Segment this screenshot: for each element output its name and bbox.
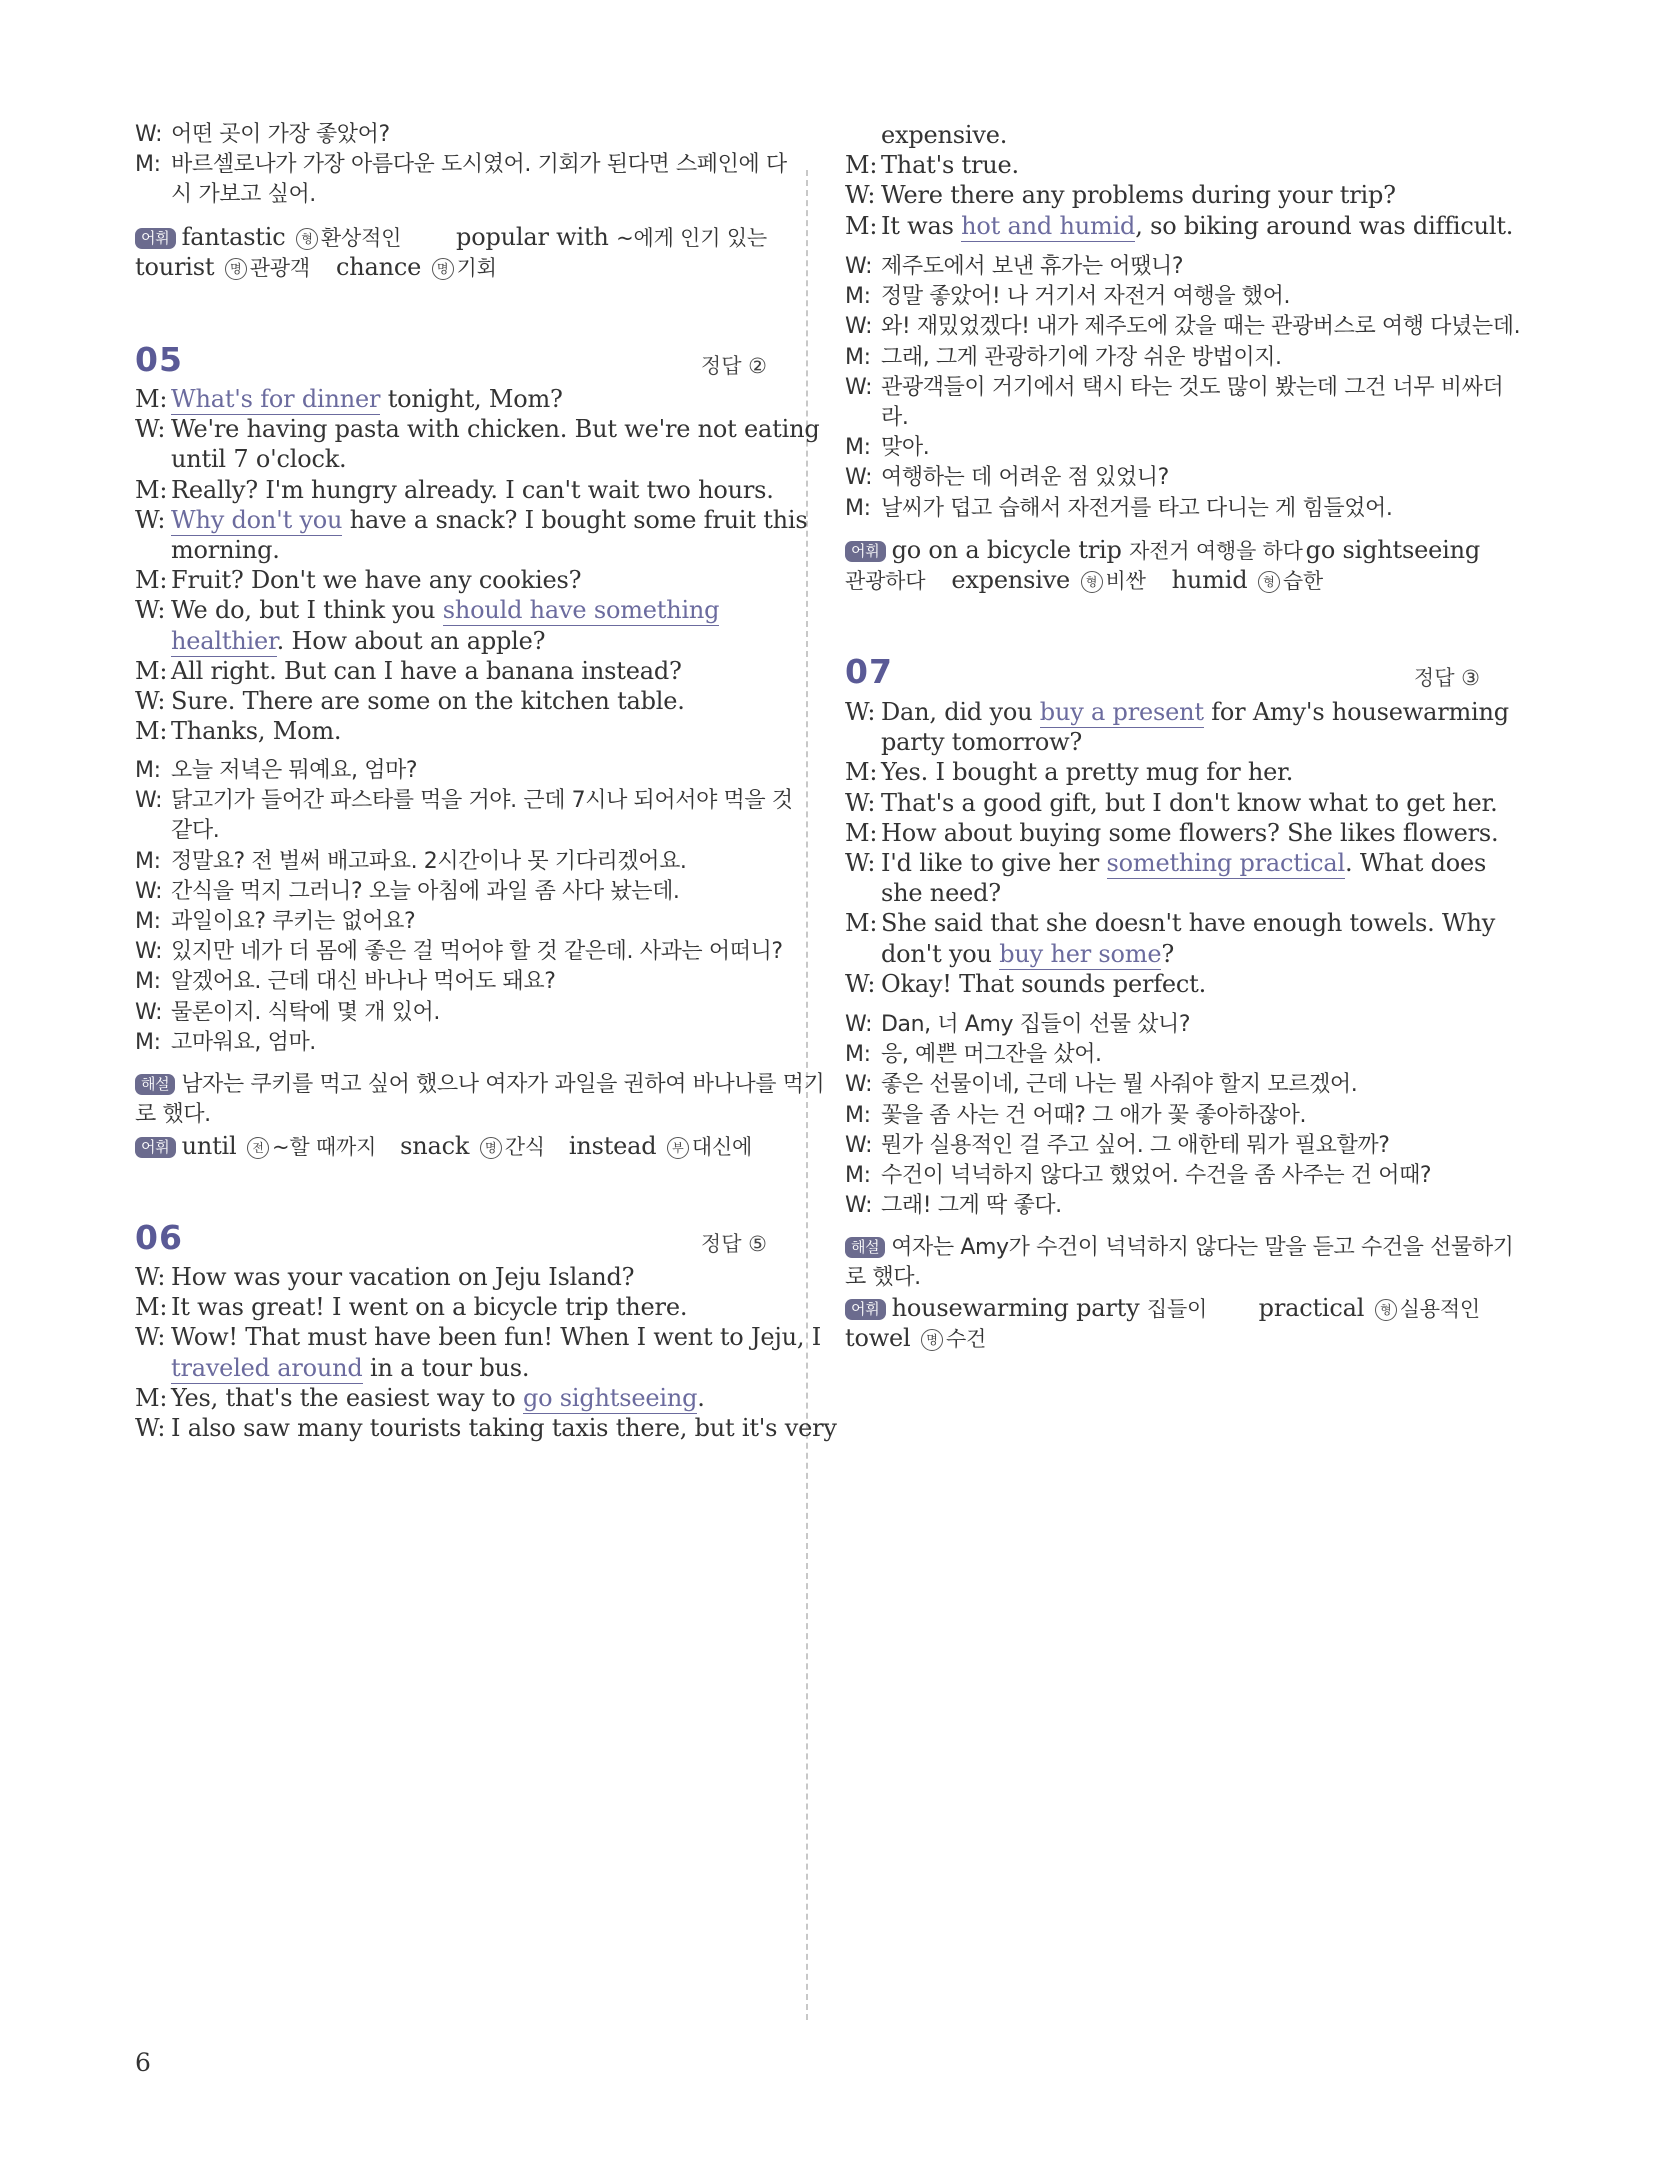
speaker-label: M: [845,211,878,240]
vocab-meaning: 습한 [1282,569,1323,593]
line-text: Were there any problems during your trip? [881,181,1396,210]
dialogue-line [135,1413,837,1443]
speaker-label: M: [135,152,161,177]
line-text: That's a good gift, but I don't know what to get her. [881,788,1498,817]
line-text: 어떤 곳이 가장 좋았어? [171,122,390,147]
dialogue-line [845,939,1480,969]
vocab-line [135,1131,767,1162]
speaker-label: W: [845,969,876,998]
answer-key: 정답 ⑤ [700,1232,767,1256]
line-text: 있지만 네가 더 몸에 좋은 걸 먹어야 할 것 같은데. 사과는 어떠니? [171,939,783,965]
dialogue-line [845,180,1480,210]
vocab-meaning: 비싼 [1105,569,1146,593]
translation-line [845,252,1480,282]
explanation-line [135,1070,825,1100]
explanation-line [135,1100,767,1130]
speaker-label: W: [135,505,166,534]
line-text: Dan, did you [881,698,1040,726]
vocab-line [845,1323,1480,1354]
translation-line [135,786,793,816]
translation-line [845,312,1521,342]
translation-line [135,998,767,1028]
line-text: ? [1161,939,1175,968]
dialogue-line [845,818,1499,848]
line-text: 맞아. [881,435,930,461]
vocab-word: go sightseeing [1305,536,1480,564]
speaker-label: W: [845,698,876,726]
part-of-speech-mark: 명 [480,1137,502,1159]
line-text: Really? I'm hungry already. I can't wait two hours. [171,475,774,504]
translation-line [135,180,767,210]
vocab-word: fantastic [181,223,286,251]
speaker-label: W: [845,374,873,400]
line-text: 알겠어요. 근데 대신 바나나 먹어도 돼요? [171,969,556,995]
speaker-label: M: [845,495,871,521]
badge-label: 어휘 [135,228,176,249]
speaker-label: W: [135,939,163,965]
translation-line [135,120,767,150]
dictation-answer: go sightseeing [522,1383,698,1412]
line-text: , so biking around was difficult. [1135,211,1514,240]
line-text: for Amy's housewarming [1203,698,1509,726]
speaker-label: M: [135,1029,161,1055]
translation-line [845,1040,1480,1070]
speaker-label: M: [135,1293,168,1322]
translation-line [135,907,767,937]
dictation-answer: hot and humid [961,211,1136,240]
vocab-word: expensive [951,566,1071,594]
badge-label: 해설 [135,1074,175,1095]
translation-line [845,1131,1480,1161]
line-text: 수건이 넉넉하지 않다고 했었어. 수건을 좀 사주는 건 어때? [881,1163,1432,1188]
line-text: . [697,1383,705,1412]
speaker-label: W: [845,254,873,279]
line-text: 여행하는 데 어려운 점 있었니? [881,465,1169,491]
line-text: 정말 좋았어! 나 거기서 자전거 여행을 했어. [881,284,1291,310]
dialogue-line [845,697,1509,727]
speaker-label: M: [135,758,161,783]
dialogue-line [845,211,1514,241]
explanation-text: 로 했다. [135,1102,211,1127]
line-text: expensive. [881,121,1008,149]
vocab-word: humid [1171,566,1248,594]
dictation-answer: something practical [1106,849,1346,877]
vocab-meaning: 집들이 [1146,1297,1208,1321]
vocab-word: until [181,1132,237,1160]
explanation-text: 여자는 Amy가 수건이 넉넉하지 않다는 말을 듣고 수건을 선물하기 [891,1235,1514,1260]
speaker-label: M: [845,284,871,310]
speaker-label: M: [135,717,168,746]
speaker-label: W: [845,465,873,491]
speaker-label: W: [845,1193,873,1219]
line-text: 과일이요? 쿠키는 없어요? [171,909,416,934]
dialogue-line [845,727,1480,757]
speaker-label: W: [135,878,163,904]
speaker-label: W: [845,849,876,877]
line-text: I also saw many tourists taking taxis there, but it's very [171,1414,837,1442]
part-of-speech-mark: 형 [1375,1299,1397,1321]
badge-label: 해설 [845,1237,885,1258]
translation-line [845,343,1480,373]
translation-line [845,494,1480,524]
speaker-label: W: [845,1012,873,1037]
vocab-meaning: 관광객 [249,256,310,280]
vocab-meaning: 수건 [945,1327,987,1351]
dialogue-line [135,565,767,595]
speaker-label: W: [135,788,163,814]
dictation-answer: Why don't you [171,505,343,534]
translation-line [135,847,767,877]
line-text: Dan, 너 Amy 집들이 선물 샀니? [881,1012,1191,1037]
line-text: 그래, 그게 관광하기에 가장 쉬운 방법이지. [881,344,1282,370]
speaker-label: M: [845,151,878,180]
speaker-label: M: [135,656,168,685]
dictation-answer: What's for dinner [171,385,381,413]
vocab-meaning: 기회 [456,256,497,280]
dialogue-line [845,788,1498,818]
translation-line [845,433,1480,463]
line-text: It was great! I went on a bicycle trip there. [171,1293,688,1322]
vocab-line [135,252,767,283]
dialogue-line [845,150,1480,180]
line-text: 관광객들이 거기에서 택시 타는 것도 많이 봤는데 그건 너무 비싸더 [881,374,1504,400]
line-text: 꽃을 좀 사는 건 어때? 그 애가 꽃 좋아하잖아. [881,1102,1307,1128]
line-text: 닭고기가 들어간 파스타를 먹을 거야. 근데 7시나 되어서야 먹을 것 [171,788,793,814]
line-text: tonight, Mom? [380,385,563,413]
dialogue-line [845,120,1480,150]
dialogue-line [135,535,767,565]
line-text: That's true. [881,151,1019,180]
speaker-label: W: [135,415,166,444]
dialogue-line [135,1292,767,1322]
speaker-label: M: [135,475,168,504]
speaker-label: M: [135,848,161,874]
badge-label: 어휘 [135,1137,176,1158]
badge-label: 어휘 [845,1299,886,1320]
part-of-speech-mark: 형 [296,228,318,250]
translation-line [845,403,1480,433]
vocab-meaning: 관광하다 [845,569,926,593]
translation-line [845,1191,1480,1221]
line-text: All right. But can I have a banana instead? [171,656,682,685]
dialogue-line [135,384,767,414]
speaker-label: W: [845,1072,873,1098]
speaker-label: M: [845,818,878,847]
line-text: I'd like to give her [881,849,1107,877]
line-text: 간식을 먹지 그러니? 오늘 아침에 과일 좀 사다 놨는데. [171,878,680,904]
vocab-word: chance [335,253,422,281]
line-text: have a snack? I bought some fruit this [342,505,808,534]
vocab-meaning: ~에게 인기 있는 [616,226,767,250]
vocab-word: towel [845,1324,911,1352]
translation-line [845,1010,1480,1040]
dictation-answer: buy her some [999,939,1162,968]
dialogue-line [135,1262,767,1292]
speaker-label: W: [845,181,876,210]
translation-line [845,1070,1480,1100]
vocab-line [135,222,767,253]
line-text: 오늘 저녁은 뭐예요, 엄마? [171,758,418,783]
line-text: 제주도에서 보낸 휴가는 어땠니? [881,254,1184,279]
translation-line [135,967,767,997]
line-text: 고마워요, 엄마. [171,1029,316,1055]
explanation-line [845,1233,1514,1263]
dialogue-line [135,595,767,625]
part-of-speech-mark: 부 [667,1137,689,1159]
line-text: Fruit? Don't we have any cookies? [171,566,582,595]
translation-line [845,463,1480,493]
dialogue-line [135,626,767,656]
speaker-label: W: [135,122,163,147]
line-text: 좋은 선물이네, 근데 나는 뭘 사줘야 할지 모르겠어. [881,1072,1358,1098]
translation-line [845,1101,1480,1131]
part-of-speech-mark: 형 [1081,571,1103,593]
part-of-speech-mark: 명 [432,258,454,280]
translation-line [845,282,1480,312]
dialogue-line [135,444,767,474]
question-number: 06 [135,1218,183,1257]
dialogue-line [135,475,774,505]
dialogue-line [135,716,767,746]
vocab-line [845,535,1480,566]
line-text: Thanks, Mom. [171,717,342,746]
line-text: We do, but I think you [171,596,443,625]
speaker-label: M: [135,1383,168,1412]
translation-line [845,373,1504,403]
speaker-label: W: [135,1263,166,1291]
line-text: 와! 재밌었겠다! 내가 제주도에 갔을 때는 관광버스로 여행 다녔는데. [881,314,1521,340]
speaker-label: W: [135,999,163,1025]
speaker-label: W: [135,1414,166,1442]
vocab-word: tourist [135,253,215,281]
speaker-label: W: [135,687,166,715]
speaker-label: W: [845,314,873,340]
explanation-line [845,1263,1480,1293]
line-text: Sure. There are some on the kitchen table. [171,687,685,715]
dialogue-line [845,908,1496,938]
dialogue-line [845,848,1487,878]
line-text: she need? [881,879,1001,908]
speaker-label: W: [845,1132,873,1158]
answer-key: 정답 ② [700,354,767,378]
line-text: It was [881,211,962,240]
speaker-label: W: [135,596,166,625]
speaker-label: M: [845,1102,871,1128]
vocab-word: popular with [456,223,609,251]
line-text: 라. [881,405,909,430]
line-text: 같다. [171,818,220,844]
line-text: morning. [171,536,280,564]
dialogue-line [135,656,767,686]
vocab-meaning: 실용적인 [1399,1297,1480,1321]
dictation-answer: traveled around [171,1353,363,1382]
vocab-meaning: ~할 때까지 [271,1135,377,1159]
vocab-line [845,565,1480,596]
line-text: Yes. I bought a pretty mug for her. [881,758,1294,787]
answer-key: 정답 ③ [1413,666,1480,690]
vocab-word: practical [1258,1294,1365,1322]
speaker-label: M: [845,758,878,787]
translation-line [135,816,767,846]
vocab-word: snack [400,1132,470,1160]
speaker-label: M: [135,969,161,995]
translation-line [135,937,783,967]
line-text: 바르셀로나가 가장 아름다운 도시였어. 기회가 된다면 스페인에 다 [171,152,787,177]
line-text: Okay! That sounds perfect. [881,969,1207,998]
line-text: 뭔가 실용적인 걸 주고 싶어. 그 애한테 뭐가 필요할까? [881,1132,1390,1158]
dialogue-line [135,1353,767,1383]
line-text: Wow! That must have been fun! When I went to Jeju, I [171,1323,822,1352]
dictation-answer: buy a present [1039,698,1204,726]
line-text: She said that she doesn't have enough towels. Why [881,909,1496,938]
vocab-word: go on a bicycle trip [891,536,1122,564]
line-text: 날씨가 덥고 습해서 자전거를 타고 다니는 게 힘들었어. [881,495,1393,521]
line-text: . How about an apple? [276,626,546,655]
speaker-label: M: [135,566,168,595]
line-text: Yes, that's the easiest way to [171,1383,523,1412]
dialogue-line [845,969,1480,999]
line-text: party tomorrow? [881,728,1083,757]
page-number: 6 [135,2048,151,2077]
vocab-meaning: 간식 [504,1135,545,1159]
vocab-word: housewarming party [891,1294,1140,1322]
vocab-line [845,1293,1480,1324]
speaker-label: M: [845,344,871,370]
speaker-label: M: [135,385,168,413]
question-number: 07 [845,652,893,691]
translation-line [135,150,787,180]
speaker-label: W: [135,1323,166,1352]
speaker-label: M: [845,1163,871,1188]
line-text: 그래! 그게 딱 좋다. [881,1193,1062,1219]
line-text: . What does [1345,849,1487,877]
translation-line [845,1161,1480,1191]
dialogue-line [135,1322,822,1352]
line-text: We're having pasta with chicken. But we're not eating [171,415,820,444]
translation-line [135,756,767,786]
vocab-word: instead [568,1132,657,1160]
dialogue-line [845,757,1480,787]
line-text: don't you [881,939,1000,968]
translation-line [135,877,767,907]
line-text: in a tour bus. [362,1353,530,1382]
badge-label: 어휘 [845,541,886,562]
part-of-speech-mark: 명 [225,258,247,280]
part-of-speech-mark: 전 [247,1137,269,1159]
dialogue-line [135,1383,767,1413]
speaker-label: M: [845,1042,871,1068]
dialogue-line [845,878,1480,908]
part-of-speech-mark: 명 [921,1329,943,1351]
vocab-meaning: 대신에 [691,1135,753,1159]
line-text: 응, 예쁜 머그잔을 샀어. [881,1042,1102,1068]
speaker-label: M: [845,435,871,461]
dialogue-line [135,686,767,716]
dialogue-line [135,414,820,444]
speaker-label: M: [845,909,878,938]
dictation-answer: healthier [171,626,277,655]
vocab-meaning: 자전거 여행을 하다 [1129,539,1303,563]
question-number: 05 [135,340,183,379]
dialogue-line [135,505,808,535]
line-text: 정말요? 전 벌써 배고파요. 2시간이나 못 기다리겠어요. [171,848,687,874]
vocab-meaning: 환상적인 [320,226,402,250]
line-text: How was your vacation on Jeju Island? [171,1263,635,1291]
line-text: until 7 o'clock. [171,445,347,474]
line-text: 물론이지. 식탁에 몇 개 있어. [171,999,440,1025]
speaker-label: M: [135,909,161,934]
line-text: How about buying some flowers? She likes flowers. [881,818,1499,847]
explanation-text: 로 했다. [845,1265,921,1290]
translation-line [135,1028,767,1058]
explanation-text: 남자는 쿠키를 먹고 싶어 했으나 여자가 과일을 권하여 바나나를 먹기 [181,1072,825,1097]
dictation-answer: should have something [442,596,720,625]
speaker-label: W: [845,788,876,817]
line-text: 시 가보고 싶어. [171,182,316,207]
part-of-speech-mark: 형 [1258,571,1280,593]
